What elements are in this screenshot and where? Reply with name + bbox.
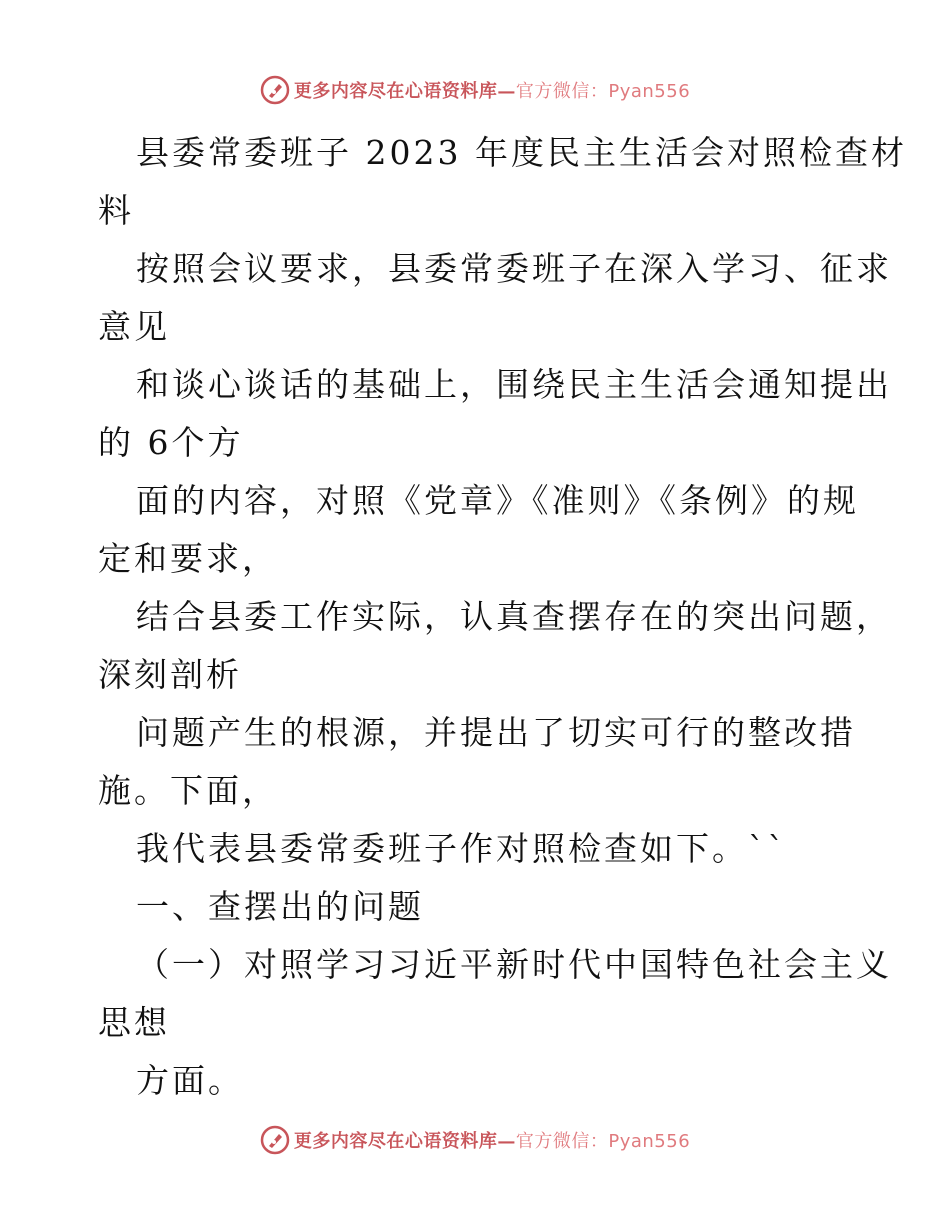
footer-banner (0, 1120, 950, 1160)
paragraph-line: 思想 (98, 1003, 170, 1042)
paragraph-line: 问题产生的根源，并提出了切实可行的整改措 (136, 713, 856, 752)
document-title-line-2: 料 (98, 191, 134, 230)
paragraph-line: 定和要求， (98, 539, 278, 578)
paragraph-line: 结合县委工作实际，认真查摆存在的突出问题， (136, 597, 892, 636)
paragraph-line: 深刻剖析 (98, 655, 242, 694)
subsection-heading: （一）对照学习习近平新时代中国特色社会主义 (136, 945, 892, 984)
paragraph-line: 按照会议要求，县委常委班子在深入学习、征求 (136, 249, 892, 288)
pen-nib-icon (260, 75, 290, 105)
paragraph-line: 施。下面， (98, 771, 278, 810)
pen-nib-icon (260, 1125, 290, 1155)
paragraph-line: 的 6个方 (98, 423, 244, 462)
section-heading: 一、查摆出的问题 (136, 887, 424, 926)
paragraph-line: 意见 (98, 307, 170, 346)
header-banner-content (260, 75, 690, 105)
header-banner-text: 更多内容尽在心语资料库—官方微信：Pyan556 (293, 81, 691, 102)
document-title-line-1: 县委常委班子 2023 年度民主生活会对照检查材 (136, 133, 907, 172)
paragraph-line: 方面。 (136, 1061, 244, 1100)
paragraph-line: 和谈心谈话的基础上，围绕民主生活会通知提出 (136, 365, 892, 404)
header-banner (0, 70, 950, 110)
footer-banner-text: 更多内容尽在心语资料库—官方微信：Pyan556 (293, 1131, 691, 1152)
document-body (98, 124, 907, 1110)
footer-banner-content (260, 1125, 690, 1155)
paragraph-line: 我代表县委常委班子作对照检查如下。`` (136, 829, 787, 868)
paragraph-line: 面的内容，对照《党章》《准则》《条例》的规 (136, 481, 859, 520)
